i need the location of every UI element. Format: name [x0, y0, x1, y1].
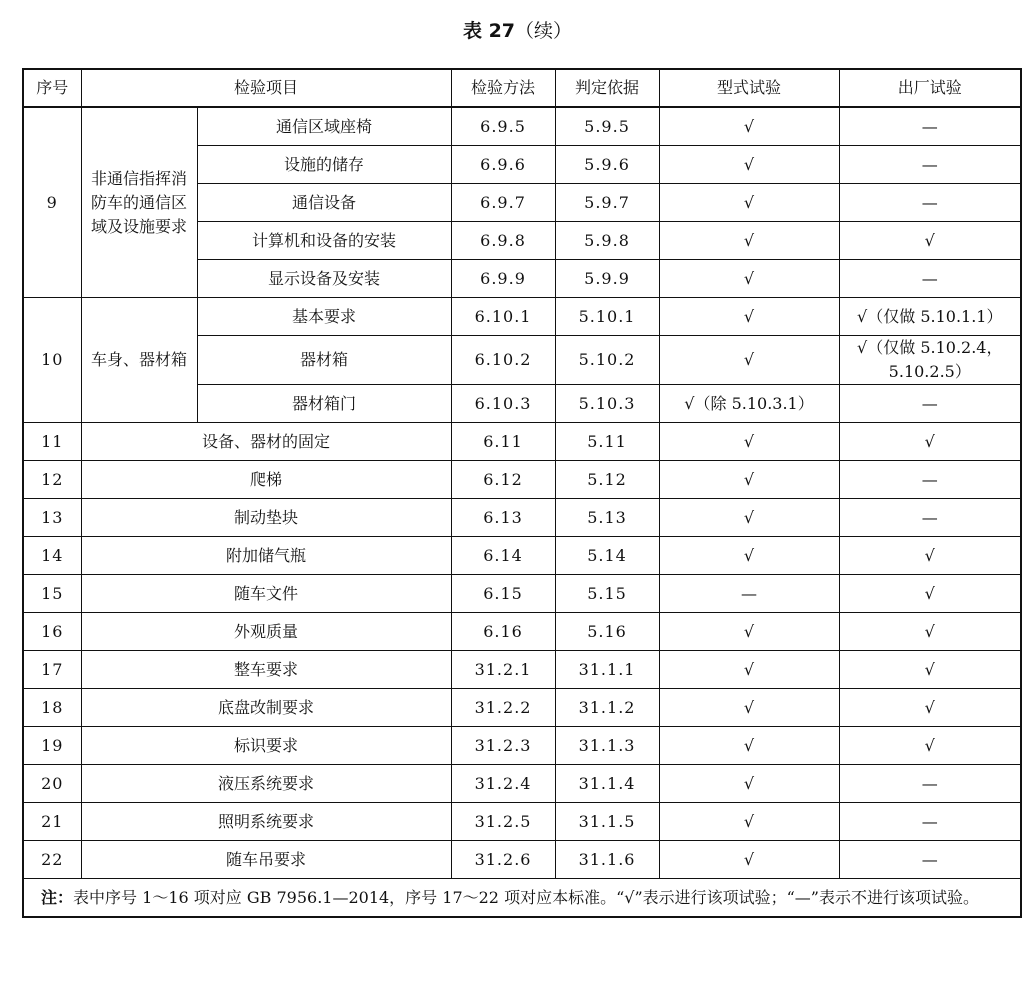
basis-cell: 5.13	[555, 499, 659, 537]
type-test-cell: √	[659, 222, 839, 260]
basis-cell: 5.15	[555, 575, 659, 613]
type-test-cell: √	[659, 689, 839, 727]
basis-cell: 31.1.5	[555, 803, 659, 841]
type-test-cell: √	[659, 613, 839, 651]
table-row	[23, 461, 1021, 499]
table-row	[23, 765, 1021, 803]
basis-cell: 5.10.1	[555, 298, 659, 336]
type-test-cell: √	[659, 841, 839, 879]
note-text: 表中序号 1～16 项对应 GB 7956.1—2014，序号 17～22 项对应本标准。“√”表示进行该项试验；“—”表示不进行该项试验。	[73, 887, 979, 907]
row-no: 15	[23, 575, 81, 613]
type-test-cell: √	[659, 260, 839, 298]
factory-test-cell: √	[839, 727, 1021, 765]
type-test-cell: √	[659, 765, 839, 803]
header-basis: 判定依据	[555, 69, 659, 107]
factory-test-cell: —	[839, 385, 1021, 423]
method-cell: 6.10.3	[451, 385, 555, 423]
basis-cell: 31.1.2	[555, 689, 659, 727]
basis-cell: 31.1.1	[555, 651, 659, 689]
item-cell: 液压系统要求	[81, 765, 451, 803]
factory-test-cell: √	[839, 575, 1021, 613]
type-test-cell: √（除 5.10.3.1）	[659, 385, 839, 423]
table-title	[0, 16, 1035, 43]
type-test-cell: √	[659, 146, 839, 184]
method-cell: 31.2.4	[451, 765, 555, 803]
item-cell: 器材箱门	[197, 385, 451, 423]
factory-test-cell: √（仅做 5.10.2.4，5.10.2.5）	[839, 336, 1021, 385]
method-cell: 6.9.5	[451, 107, 555, 146]
note-row	[23, 879, 1021, 918]
basis-cell: 5.9.6	[555, 146, 659, 184]
item-cell: 显示设备及安装	[197, 260, 451, 298]
header-no: 序号	[23, 69, 81, 107]
item-cell: 器材箱	[197, 336, 451, 385]
factory-test-cell: —	[839, 184, 1021, 222]
row-no: 11	[23, 423, 81, 461]
table-row	[23, 107, 1021, 146]
simple-rows	[23, 423, 1021, 879]
group-label: 非通信指挥消防车的通信区域及设施要求	[81, 107, 197, 298]
type-test-cell: √	[659, 298, 839, 336]
table-row	[23, 423, 1021, 461]
method-cell: 6.9.6	[451, 146, 555, 184]
factory-test-cell: √	[839, 613, 1021, 651]
table-title-suffix: （续）	[515, 20, 573, 42]
factory-test-cell: √	[839, 651, 1021, 689]
header-factory-test: 出厂试验	[839, 69, 1021, 107]
row-no: 16	[23, 613, 81, 651]
basis-cell: 31.1.3	[555, 727, 659, 765]
row-no: 22	[23, 841, 81, 879]
item-cell: 整车要求	[81, 651, 451, 689]
method-cell: 31.2.6	[451, 841, 555, 879]
method-cell: 6.9.8	[451, 222, 555, 260]
method-cell: 31.2.2	[451, 689, 555, 727]
table-row	[23, 841, 1021, 879]
row-no: 13	[23, 499, 81, 537]
factory-test-cell: √	[839, 423, 1021, 461]
basis-cell: 5.9.7	[555, 184, 659, 222]
table-row	[23, 727, 1021, 765]
type-test-cell: √	[659, 537, 839, 575]
basis-cell: 5.11	[555, 423, 659, 461]
row-no: 19	[23, 727, 81, 765]
basis-cell: 5.10.2	[555, 336, 659, 385]
type-test-cell: —	[659, 575, 839, 613]
row-no: 21	[23, 803, 81, 841]
item-cell: 照明系统要求	[81, 803, 451, 841]
factory-test-cell: —	[839, 107, 1021, 146]
method-cell: 6.15	[451, 575, 555, 613]
item-cell: 底盘改制要求	[81, 689, 451, 727]
row-no: 17	[23, 651, 81, 689]
group-label: 车身、器材箱	[81, 298, 197, 423]
basis-cell: 31.1.4	[555, 765, 659, 803]
method-cell: 6.13	[451, 499, 555, 537]
note-label: 注：	[41, 887, 74, 907]
type-test-cell: √	[659, 803, 839, 841]
basis-cell: 5.9.8	[555, 222, 659, 260]
factory-test-cell: —	[839, 146, 1021, 184]
basis-cell: 5.14	[555, 537, 659, 575]
item-cell: 附加储气瓶	[81, 537, 451, 575]
factory-test-cell: √	[839, 689, 1021, 727]
header-method: 检验方法	[451, 69, 555, 107]
factory-test-cell: √	[839, 222, 1021, 260]
table-row	[23, 651, 1021, 689]
row-no: 18	[23, 689, 81, 727]
factory-test-cell: —	[839, 499, 1021, 537]
type-test-cell: √	[659, 499, 839, 537]
factory-test-cell: √	[839, 537, 1021, 575]
item-cell: 通信设备	[197, 184, 451, 222]
header-item: 检验项目	[81, 69, 451, 107]
item-cell: 计算机和设备的安装	[197, 222, 451, 260]
basis-cell: 5.10.3	[555, 385, 659, 423]
method-cell: 6.16	[451, 613, 555, 651]
note-cell	[23, 879, 1021, 918]
row-no: 9	[23, 107, 81, 298]
factory-test-cell: —	[839, 803, 1021, 841]
method-cell: 6.9.7	[451, 184, 555, 222]
table-row	[23, 298, 1021, 336]
factory-test-cell: —	[839, 841, 1021, 879]
basis-cell: 31.1.6	[555, 841, 659, 879]
inspection-table	[22, 68, 1022, 918]
basis-cell: 5.9.9	[555, 260, 659, 298]
item-cell: 设备、器材的固定	[81, 423, 451, 461]
item-cell: 爬梯	[81, 461, 451, 499]
method-cell: 6.10.2	[451, 336, 555, 385]
type-test-cell: √	[659, 184, 839, 222]
row-no: 14	[23, 537, 81, 575]
method-cell: 6.14	[451, 537, 555, 575]
table-row	[23, 613, 1021, 651]
basis-cell: 5.16	[555, 613, 659, 651]
row-no: 10	[23, 298, 81, 423]
item-cell: 外观质量	[81, 613, 451, 651]
item-cell: 通信区域座椅	[197, 107, 451, 146]
item-cell: 设施的储存	[197, 146, 451, 184]
row-no: 20	[23, 765, 81, 803]
method-cell: 6.10.1	[451, 298, 555, 336]
item-cell: 随车吊要求	[81, 841, 451, 879]
factory-test-cell: √（仅做 5.10.1.1）	[839, 298, 1021, 336]
basis-cell: 5.9.5	[555, 107, 659, 146]
method-cell: 31.2.3	[451, 727, 555, 765]
type-test-cell: √	[659, 651, 839, 689]
item-cell: 随车文件	[81, 575, 451, 613]
table-title-main: 表 27	[462, 20, 516, 42]
factory-test-cell: —	[839, 765, 1021, 803]
item-cell: 制动垫块	[81, 499, 451, 537]
factory-test-cell: —	[839, 461, 1021, 499]
method-cell: 6.12	[451, 461, 555, 499]
table-row	[23, 689, 1021, 727]
type-test-cell: √	[659, 423, 839, 461]
table-row	[23, 499, 1021, 537]
item-cell: 标识要求	[81, 727, 451, 765]
type-test-cell: √	[659, 336, 839, 385]
row-no: 12	[23, 461, 81, 499]
basis-cell: 5.12	[555, 461, 659, 499]
method-cell: 31.2.1	[451, 651, 555, 689]
factory-test-cell: —	[839, 260, 1021, 298]
item-cell: 基本要求	[197, 298, 451, 336]
table-row	[23, 575, 1021, 613]
method-cell: 31.2.5	[451, 803, 555, 841]
type-test-cell: √	[659, 107, 839, 146]
table-row	[23, 537, 1021, 575]
method-cell: 6.11	[451, 423, 555, 461]
table-header-row	[23, 69, 1021, 107]
type-test-cell: √	[659, 727, 839, 765]
header-type-test: 型式试验	[659, 69, 839, 107]
method-cell: 6.9.9	[451, 260, 555, 298]
type-test-cell: √	[659, 461, 839, 499]
table-row	[23, 803, 1021, 841]
